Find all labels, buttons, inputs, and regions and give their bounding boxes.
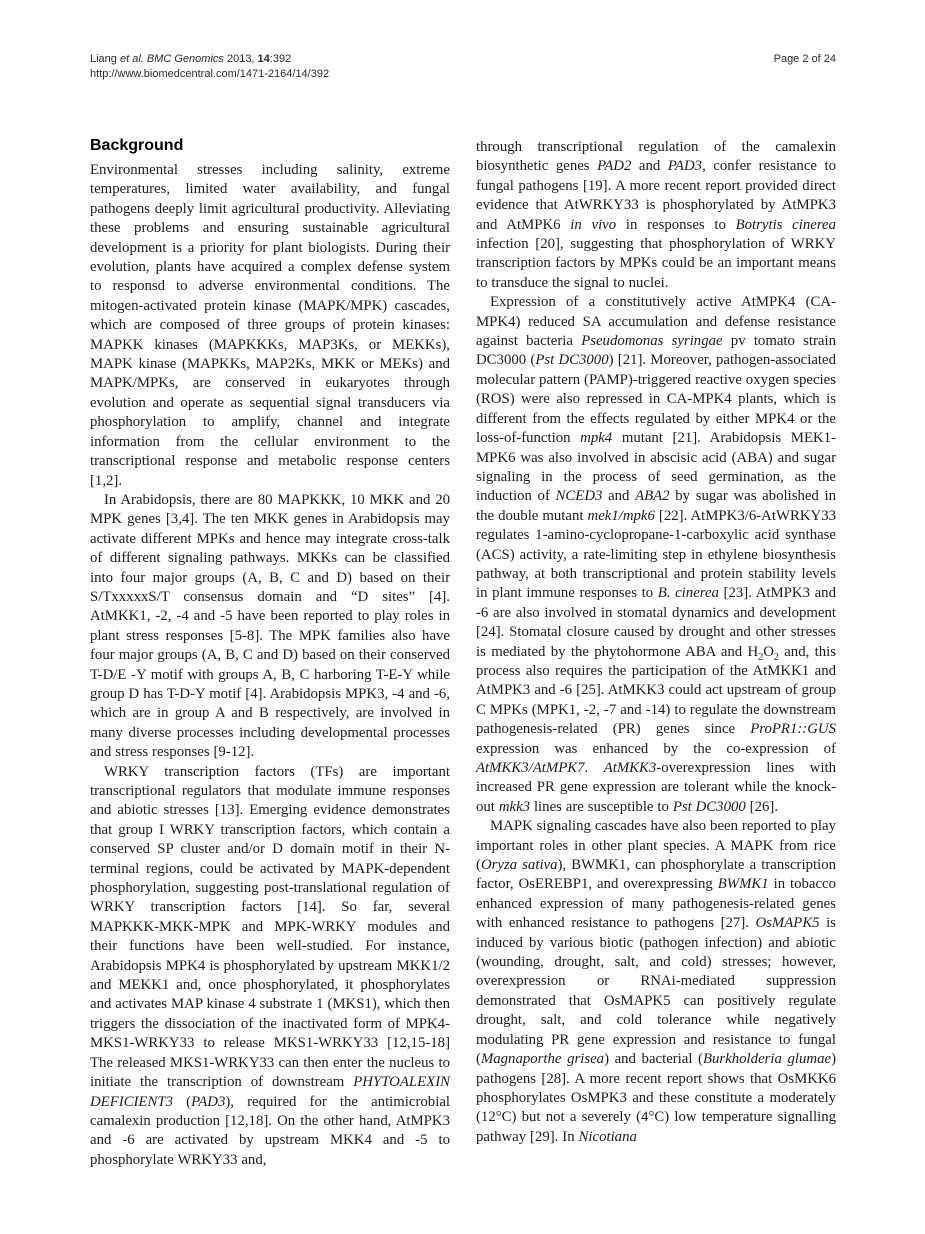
right-column-paragraphs	[476, 138, 836, 1147]
article-body	[90, 136, 836, 1170]
left-column	[90, 136, 450, 1170]
section-title: Background	[90, 137, 184, 154]
left-column-paragraphs	[90, 161, 450, 1170]
paragraph: Environmental stresses including salinity, extreme temperatures, limited water availability, and fungal pathogens deeply limit agricultural productivity. Alleviating these problems and ensuring sustainable agricultural development is a priority for plant biologists. During their evolution, plants have acquired a complex defense system to responsd to adverse environmental conditions. The mitogen-activated protein kinase (MAPK/MPK) cascades, which are composed of three groups of protein kinases: MAPKK kinases (MAPKKKs, MAP3Ks, or MEKKs), MAPK kinase (MAPKKs, MAP2Ks, MKK or MEKs) and MAPK/MPKs, are conserved in eukaryotes through evolution and operate as sequential signal transducers via phosphorylation to amplify, channel and integrate information from the cellular environment to the transcriptional response and metabolic response centers [1,2].	[90, 162, 450, 489]
paragraph: In Arabidopsis, there are 80 MAPKKK, 10 MKK and 20 MPK genes [3,4]. The ten MKK genes in Arabidopsis may activate different MPKs and hence may integrate cross-talk of different signaling pathways. MKKs can be classified into four major groups (A, B, C and D) based on their S/TxxxxxS/T consensus domain and “D sites” [4]. AtMKK1, -2, -4 and -5 have been reported to play roles in plant stress responses [5-8]. The MPK families also have four major groups (A, B, C and D) based on their conserved T-D/E -Y motif with groups A, B, C harboring T-E-Y while group D has T-D-Y motif [4]. Arabidopsis MPK3, -4 and -6, which are in group A and B respectively, are involved in many diverse processes including developmental processes and stress responses [9-12].	[90, 491, 450, 761]
article-url: http://www.biomedcentral.com/1471-2164/14/392	[90, 68, 330, 80]
citation: Liang et al. BMC Genomics 2013, 14:392	[90, 53, 292, 65]
paragraph: Expression of a constitutively active AtMPK4 (CA-MPK4) reduced SA accumulation and defense resistance against bacteria Pseudomonas syringae pv tomato strain DC3000 (Pst DC3000) [21]. Moreover, pathogen-associated molecular pattern (PAMP)-triggered reactive oxygen species (ROS) were also repressed in CA-MPK4 plants, which is different from the effects regulated by either MPK4 or the loss-of-function mpk4 mutant [21]. Arabidopsis MEK1-MPK6 was also involved in abscisic acid (ABA) and sugar signaling in the process of seed germination, as the induction of NCED3 and ABA2 by sugar was abolished in the double mutant mek1/mpk6 [22]. AtMPK3/6-AtWRKY33 regulates 1-amino-cyclopropane-1-carboxylic acid synthase (ACS) activity, a rate-limiting step in ethylene biosynthesis pathway, at both transcriptional and protein stability levels in plant immune responses to B. cinerea [23]. AtMPK3 and -6 are also involved in stomatal dynamics and development [24]. Stomatal closure caused by drought and other stresses is mediated by the phytohormone ABA and $H_2O_2$ and, this process also requires the participation of the AtMKK1 and AtMPK3 and -6 [25]. AtMKK3 could act upstream of group C MPKs (MPK1, -2, -7 and -14) to regulate the downstream pathogenesis-related (PR) genes since ProPR1::GUS expression was enhanced by the co-expression of AtMKK3/AtMPK7. AtMKK3-overexpression lines with increased PR gene expression are tolerant while the knock-out mkk3 lines are susceptible to Pst DC3000 [26].	[476, 294, 837, 815]
paragraph: WRKY transcription factors (TFs) are important transcriptional regulators that modulate immune responses and abiotic stresses [13]. Emerging evidence demonstrates that group I WRKY transcription factors, which contain a conserved SP cluster and/or D domain motif in their N-terminal regions, could be activated by MAPK-dependent phosphorylation, suggesting post-translational regulation of WRKY transcription factors [14]. So far, several MAPKKK-MKK-MPK and MPK-WRKY modules and their functions have been well-studied. For instance, Arabidopsis MPK4 is phosphorylated by upstream MKK1/2 and MEKK1 and, once phosphorylated, it phosphorylates and activates MAP kinase 4 substrate 1 (MKS1), which then triggers the dissociation of the inactivated form of MPK4-MKS1-WRKY33 to release MKS1-WRKY33 [12,15-18] The released MKS1-WRKY33 can then enter the nucleus to initiate the transcription of downstream PHYTOALEXIN DEFICIENT3 (PAD3), required for the antimicrobial camalexin production [12,18]. On the other hand, AtMPK3 and -6 are activated by upstream MKK4 and -5 to phosphorylate WRKY33 and,	[90, 763, 451, 1168]
header-citation-block	[90, 52, 329, 82]
paragraph: through transcriptional regulation of the camalexin biosynthetic genes PAD2 and PAD3, confer resistance to fungal pathogens [19]. A more recent report provided direct evidence that AtWRKY33 is phosphorylated by AtMPK3 and AtMPK6 in vivo in responses to Botrytis cinerea infection [20], suggesting that phosphorylation of WRKY transcription factors by MPKs could be an important means to transduce the signal to nuclei.	[476, 139, 837, 291]
page-number: Page 2 of 24	[773, 53, 836, 65]
right-column	[476, 136, 836, 1170]
paragraph: MAPK signaling cascades have also been reported to play important roles in other plant species. A MAPK from rice (Oryza sativa), BWMK1, can phosphorylate a transcription factor, OsEREBP1, and overexpressing BWMK1 in tobacco enhanced expression of many pathogenesis-related genes with enhanced resistance to pathogens [27]. OsMAPK5 is induced by various biotic (pathogen infection) and abiotic (wounding, drought, salt, and cold) stresses; however, overexpression or RNAi-mediated suppression demonstrated that OsMAPK5 can positively regulate drought, salt, and cold tolerance while negatively modulating PR gene expression and resistance to fungal (Magnaporthe grisea) and bacterial (Burkholderia glumae) pathogens [28]. A more recent report shows that OsMKK6 phosphorylates OsMPK3 and these constitute a moderately (12°C) but not a severely (4°C) low temperature signalling pathway [29]. In Nicotiana	[476, 818, 836, 1145]
page-header	[90, 52, 836, 82]
